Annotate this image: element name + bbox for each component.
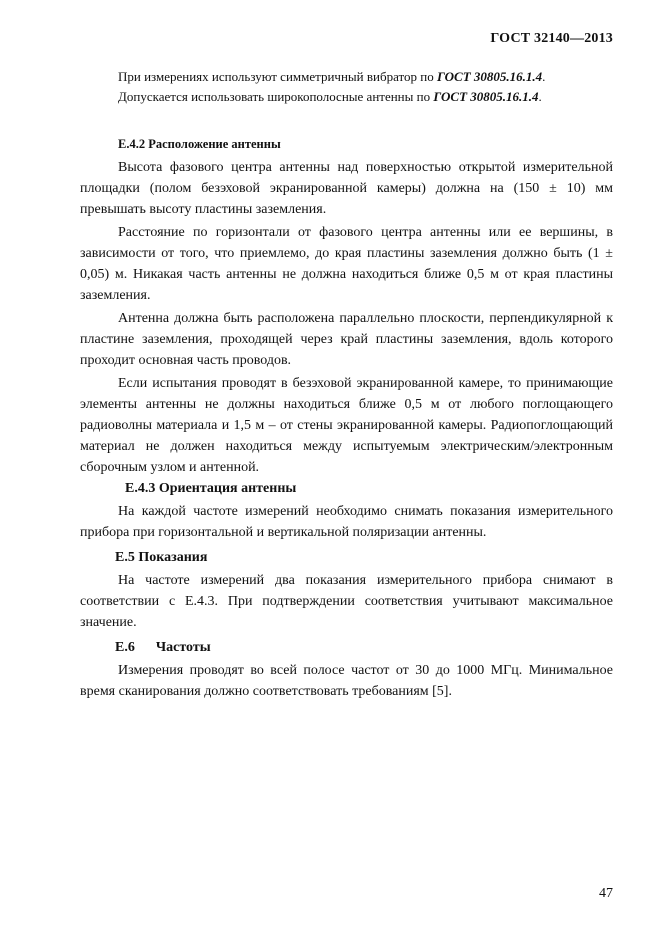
section-heading-e42: Е.4.2 Расположение антенны bbox=[118, 137, 281, 151]
section-heading-e5: Е.5 Показания bbox=[115, 550, 208, 565]
document-header: ГОСТ 32140—2013 bbox=[490, 31, 613, 46]
paragraph-antenna-orientation: На каждой частоте измерений необходимо снимать показания измерительного прибора при горизонтальной и вертикальной поляризации антенны. bbox=[80, 504, 613, 540]
paragraph-antenna-height: Высота фазового центра антенны над поверхностью открытой измерительной площадки (полом безэховой экранированной камеры) должна на (150 ± 10) мм превышать высоту пластины заземления. bbox=[80, 160, 613, 217]
paragraph-anechoic-chamber: Если испытания проводят в безэховой экранированной камере, то принимающие элементы антенны не должны находиться ближе 0,5 м от любого поглощающего радиоволны материала и 1,5 м – от стены экранированной камеры. Радиопоглощающий материал не должен находиться между испытуемым электрическим/электронным сборочным узлом и антенной. bbox=[80, 376, 613, 475]
note-broadband-antenna: Допускается использовать широкополосные антенны по ГОСТ 30805.16.1.4. bbox=[118, 89, 542, 104]
note-symmetric-vibrator: При измерениях используют симметричный вибратор по ГОСТ 30805.16.1.4. bbox=[118, 69, 546, 84]
section-heading-e6: Е.6 Частоты bbox=[115, 640, 211, 655]
standard-reference: ГОСТ 30805.16.1.4 bbox=[436, 69, 543, 84]
standard-reference: ГОСТ 30805.16.1.4 bbox=[433, 89, 539, 104]
paragraph-antenna-parallel: Антенна должна быть расположена параллельно плоскости, перпендикулярной к пластине заземления, проходящей через край пластины заземления, вдоль которого проходит основная часть проводов. bbox=[80, 311, 613, 368]
page-number: 47 bbox=[599, 886, 613, 901]
paragraph-frequencies: Измерения проводят во всей полосе частот от 30 до 1000 МГц. Минимальное время сканирования должно соответствовать требованиям [5]. bbox=[80, 663, 613, 699]
document-body bbox=[80, 67, 613, 702]
paragraph-antenna-distance: Расстояние по горизонтали от фазового центра антенны или ее вершины, в зависимости от того, что приемлемо, до края пластины заземления должно быть (1 ± 0,05) м. Никакая часть антенны не должна находиться ближе 0,5 м от края пластины заземления. bbox=[80, 225, 613, 303]
section-heading-e43: Е.4.3 Ориентация антенны bbox=[125, 481, 297, 496]
paragraph-readings: На частоте измерений два показания измерительного прибора снимают в соответствии с Е.4.3. При подтверждении соответствия учитывают максимальное значение. bbox=[80, 573, 613, 630]
